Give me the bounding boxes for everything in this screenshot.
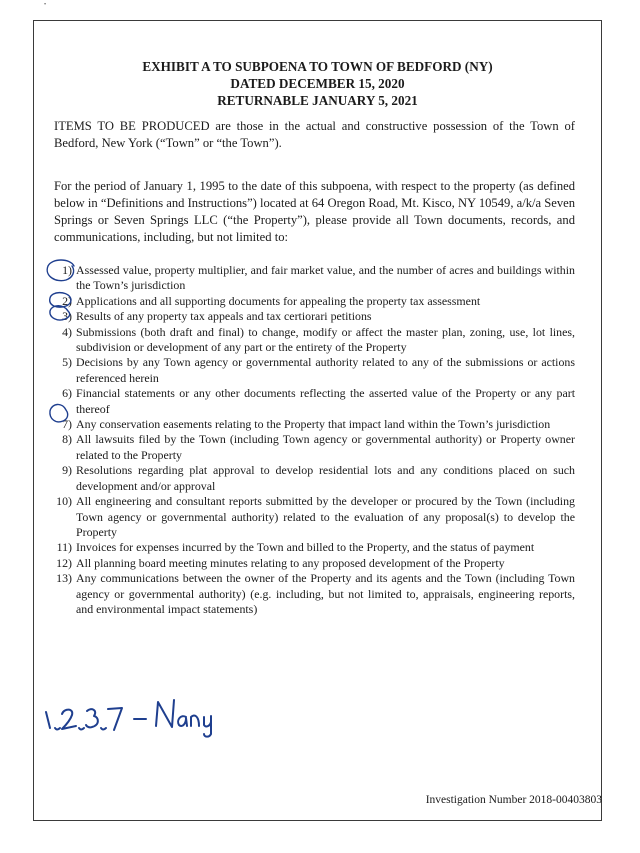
item-text: Any communications between the owner of the Property and its agents and the Town (including Town agency or governmental authority) (e.g. including, but not limited to, appraisals, engineering reports, and environmental impact statements) — [76, 571, 575, 616]
list-item — [50, 355, 575, 386]
list-item — [50, 309, 575, 324]
item-number: 9) — [62, 463, 72, 478]
list-item — [50, 494, 575, 540]
list-item — [50, 386, 575, 417]
handwritten-note-drawing — [38, 690, 228, 740]
item-text: Resolutions regarding plat approval to develop residential lots and any conditions placed on such development and/or approval — [76, 463, 575, 493]
list-item — [50, 571, 575, 617]
investigation-number: Investigation Number 2018-00403803 — [425, 794, 602, 806]
item-text: Assessed value, property multiplier, and fair market value, and the number of acres and buildings within the Town’s jurisdiction — [76, 263, 575, 293]
list-item — [50, 463, 575, 494]
list-item — [50, 294, 575, 309]
item-text: Submissions (both draft and final) to change, modify or affect the master plan, zoning, use, lot lines, subdivision or development of any part or the entirety of the Property — [76, 324, 575, 355]
item-text: Invoices for expenses incurred by the Town and billed to the Property, and the status of payment — [76, 540, 535, 555]
list-item — [50, 325, 575, 356]
item-number: 3) — [62, 309, 72, 324]
item-text: All lawsuits filed by the Town (including Town agency or governmental authority) or Property owner related to the Property — [76, 432, 575, 462]
item-number: 8) — [62, 432, 72, 447]
item-number: 11) — [56, 540, 72, 555]
item-number: 6) — [62, 386, 72, 401]
items-list — [50, 263, 575, 617]
list-item — [50, 540, 575, 555]
item-text: Any conservation easements relating to the Property that impact land within the Town’s jurisdiction — [76, 417, 551, 432]
item-number: 12) — [56, 555, 72, 570]
item-text: Results of any property tax appeals and tax certiorari petitions — [76, 309, 372, 324]
scope-paragraph: For the period of January 1, 1995 to the date of this subpoena, with respect to the property (as defined below in “Definitions and Instructions”) located at 64 Oregon Road, Mt. Kisco, NY 10549, a/k/a Seven Springs or Seven Springs LLC (“the Property”), please provide all Town documents, records, and communications, including, but not limited to: — [54, 179, 576, 244]
item-number: 13) — [56, 571, 72, 586]
list-item — [50, 263, 575, 294]
title-line-2: DATED DECEMBER 15, 2020 — [230, 76, 405, 91]
scan-speck: • — [44, 2, 47, 8]
item-text: All planning board meeting minutes relating to any proposed development of the Property — [76, 555, 505, 570]
item-number: 2) — [62, 293, 72, 308]
document-title — [33, 58, 602, 109]
item-text: All engineering and consultant reports submitted by the developer or procured by the Town (including Town agency or governmental authority) related to the evaluation of any proposal(s) to develop the Property — [76, 494, 575, 539]
item-number: 7) — [62, 417, 72, 432]
list-item — [50, 432, 575, 463]
list-item — [50, 417, 575, 432]
item-text: Financial statements or any other documents reflecting the asserted value of the Property or any part thereof — [76, 386, 575, 416]
item-text: Decisions by any Town agency or governmental authority related to any of the submissions or actions referenced herein — [76, 355, 575, 385]
list-item — [50, 556, 575, 571]
title-line-3: RETURNABLE JANUARY 5, 2021 — [217, 93, 418, 108]
title-line-1: EXHIBIT A TO SUBPOENA TO TOWN OF BEDFORD (NY) — [142, 59, 493, 74]
item-number: 1) — [62, 263, 72, 277]
item-number: 5) — [62, 355, 72, 370]
item-number: 4) — [62, 324, 72, 339]
intro-paragraph: ITEMS TO BE PRODUCED are those in the actual and constructive possession of the Town of Bedford, New York (“Town” or “the Town”). — [54, 119, 575, 150]
handwritten-note — [38, 690, 228, 745]
item-number: 10) — [56, 494, 72, 509]
item-text: Applications and all supporting documents for appealing the property tax assessment — [76, 293, 481, 308]
